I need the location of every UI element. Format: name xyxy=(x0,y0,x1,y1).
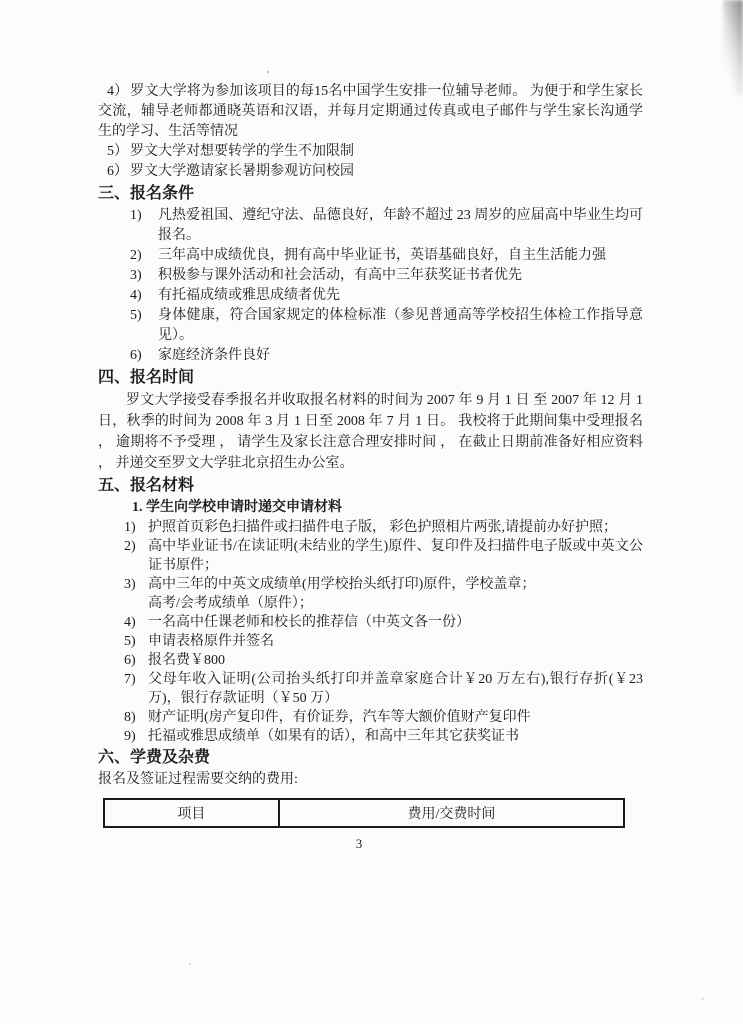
list-item-number: 4) xyxy=(130,288,142,303)
schedule-paragraph: 罗文大学接受春季报名并收取报名材料的时间为 2007 年 9 月 1 日 至 2007 年 12 月 1 日，秋季的时间为 2008 年 3 月 1 日至 2008 年 7 月 1 日。 我校将于此期间集中受理报名 ， 逾期将不予受理 ， 请学生及家长注意合理安排时间 ， 在截止日期前准备好相应资料 ， 并递交至罗文大学驻北京招生办公室。 xyxy=(98,393,643,471)
section-title-conditions: 三、报名条件 xyxy=(98,185,195,202)
list-item-text: 护照首页彩色扫描件或扫描件电子版， 彩色护照相片两张,请提前办好护照； xyxy=(148,520,617,535)
list-item-text: 凡热爱祖国、遵纪守法、品德良好，年龄不超过 23 周岁的应届高中毕业生均可报名。 xyxy=(158,208,643,243)
intro-list xyxy=(98,82,643,182)
list-item xyxy=(98,575,643,613)
list-item-text: 罗文大学将为参加该项目的每15名中国学生安排一位辅导老师。 为便于和学生家长交流，辅导老师都通晓英语和汉语，并每月定期通过传真或电子邮件与学生家长沟通学生的学习、生活等情况 xyxy=(98,84,644,139)
list-item-number: 1) xyxy=(130,208,142,223)
fees-table-header-row xyxy=(104,799,624,827)
list-item-number: 2) xyxy=(124,539,136,554)
list-item-number: 6) xyxy=(124,653,136,668)
list-item xyxy=(98,206,643,246)
list-item-text: 罗文大学邀请家长暑期参观访问校园 xyxy=(130,164,354,179)
list-item xyxy=(98,670,643,708)
scan-speck xyxy=(701,998,704,1000)
list-item-number: 3) xyxy=(130,268,142,283)
page-number: 3 xyxy=(355,836,363,851)
list-item-text: 托福或雅思成绩单（如果有的话），和高中三年其它获奖证书 xyxy=(148,729,519,744)
list-item-text: 有托福成绩或雅思成绩者优先 xyxy=(158,288,340,303)
fees-table-header-cost: 费用/交费时间 xyxy=(279,799,624,827)
list-item xyxy=(98,651,643,670)
list-item xyxy=(98,613,643,632)
list-item xyxy=(98,708,643,727)
list-item xyxy=(98,518,643,537)
list-item-text: 三年高中成绩优良，拥有高中毕业证书，英语基础良好，自主生活能力强 xyxy=(158,248,606,263)
list-item xyxy=(98,537,643,575)
list-item-number: 4) xyxy=(124,615,136,630)
list-item-text: 家庭经济条件良好 xyxy=(158,348,270,363)
list-item-text: 财产证明(房产复印件，有价证券，汽车等大额价值财产复印件 xyxy=(148,710,531,725)
list-item-number: 8) xyxy=(124,710,136,725)
list-item-text-line2: 高考/会考成绩单（原件）； xyxy=(148,596,313,611)
list-item xyxy=(98,286,643,306)
section-title-schedule: 四、报名时间 xyxy=(98,369,195,386)
list-item-text: 父母年收入证明(公司抬头纸打印并盖章家庭合计￥20 万左右),银行存折(￥23 万)，银行存款证明（￥50 万） xyxy=(148,672,643,706)
list-item-number: 5) xyxy=(124,634,136,649)
list-item-text: 罗文大学对想要转学的学生不加限制 xyxy=(130,144,354,159)
list-item-text: 积极参与课外活动和社会活动，有高中三年获奖证书者优先 xyxy=(158,268,522,283)
list-item-number: 6) xyxy=(130,348,142,363)
list-item-number: 4） xyxy=(107,84,129,99)
list-item xyxy=(98,346,643,366)
list-item-number: 3) xyxy=(124,577,136,592)
materials-subheading: 1. 学生向学校申请时递交申请材料 xyxy=(132,500,342,515)
list-item-number: 6） xyxy=(107,164,128,179)
list-item xyxy=(98,266,643,286)
list-item xyxy=(98,632,643,651)
list-item xyxy=(98,727,643,746)
scan-speck xyxy=(189,963,191,965)
list-item-number: 1) xyxy=(124,520,136,535)
list-item-number: 2) xyxy=(130,248,142,263)
list-item-text: 报名费￥800 xyxy=(148,653,225,668)
scan-speck xyxy=(267,71,269,73)
scan-artifact xyxy=(723,0,743,95)
section-title-fees: 六、学费及杂费 xyxy=(98,749,211,766)
list-item-text: 高中三年的中英文成绩单(用学校抬头纸打印)原件，学校盖章； 高考/会考成绩单（原件）； xyxy=(148,577,536,611)
list-item-text: 身体健康，符合国家规定的体检标准（参见普通高等学校招生体检工作指导意见）。 xyxy=(158,308,643,343)
list-item-number: 5） xyxy=(107,144,128,159)
list-item xyxy=(98,246,643,266)
list-item-text: 申请表格原件并签名 xyxy=(148,634,274,649)
fees-intro: 报名及签证过程需要交纳的费用: xyxy=(98,772,298,787)
list-item-text: 高中毕业证书/在读证明(未结业的学生)原件、复印件及扫描件电子版或中英文公证书原件； xyxy=(148,539,643,573)
fees-table-header-item: 项目 xyxy=(104,799,279,827)
list-item xyxy=(98,142,643,162)
list-item-number: 7) xyxy=(124,672,136,687)
list-item-text: 一名高中任课老师和校长的推荐信（中英文各一份） xyxy=(148,615,470,630)
conditions-list xyxy=(98,206,643,366)
section-title-materials: 五、报名材料 xyxy=(98,477,195,494)
list-item xyxy=(98,162,643,182)
list-item-number: 5) xyxy=(130,308,142,323)
list-item-number: 9) xyxy=(124,729,136,744)
fees-table xyxy=(103,798,625,828)
list-item xyxy=(98,306,643,346)
materials-list xyxy=(98,518,643,746)
list-item xyxy=(98,82,643,142)
